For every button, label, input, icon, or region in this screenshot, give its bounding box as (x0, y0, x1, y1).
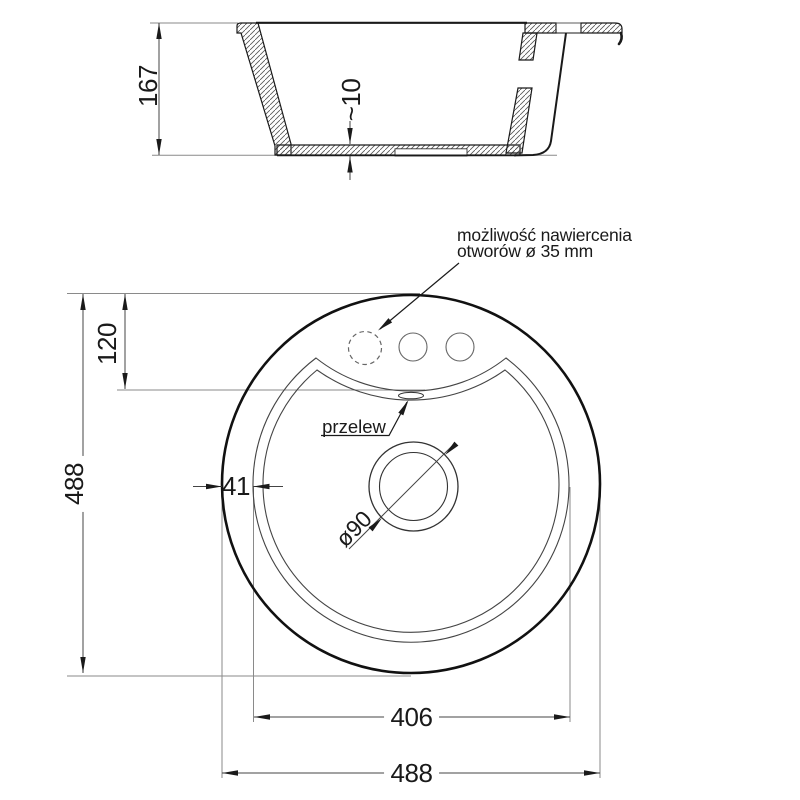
rim-edge-tail (619, 33, 622, 44)
overflow-label: przelew (322, 415, 386, 437)
drill-note-line2: otworów ø 35 mm (457, 241, 594, 261)
overflow-slot (399, 392, 424, 398)
diameter-bottom-dim-label: 488 (384, 760, 440, 786)
section-view (237, 23, 622, 156)
leader-lines (321, 263, 459, 436)
faucet-hole-2 (446, 333, 474, 361)
section-right-wall (506, 33, 537, 153)
rim-width-dim-label: 41 (222, 471, 250, 501)
drill-note-line1: możliwość nawiercenia (457, 225, 632, 245)
drain-outer-circle (369, 442, 458, 531)
bowl-inner-edge (263, 370, 559, 632)
diameter-side-dim-label: 488 (61, 456, 87, 512)
drain-inner-circle (380, 453, 448, 521)
drill-option-hole-dashed (349, 332, 382, 365)
section-left-wall (237, 23, 291, 155)
bowl-outer-edge (253, 358, 569, 642)
section-height-dim-label: 167 (133, 65, 163, 107)
section-thickness-dim-label: ~10 (336, 78, 366, 122)
plan-view (222, 295, 600, 673)
drain-dim-label: ø90 (330, 505, 377, 552)
drill-note (457, 227, 632, 259)
section-right-rim (525, 23, 622, 33)
overflow-leader-arrow (398, 400, 408, 415)
sink-outer-circle (222, 295, 600, 673)
bowl-width-dim-label: 406 (384, 704, 440, 730)
faucet-hole-1 (399, 333, 427, 361)
deck-depth-dim-label: 120 (92, 323, 122, 365)
drill-note-leader-arrow (378, 318, 392, 330)
section-outlines (256, 23, 622, 156)
section-faucet-hole (556, 23, 581, 33)
